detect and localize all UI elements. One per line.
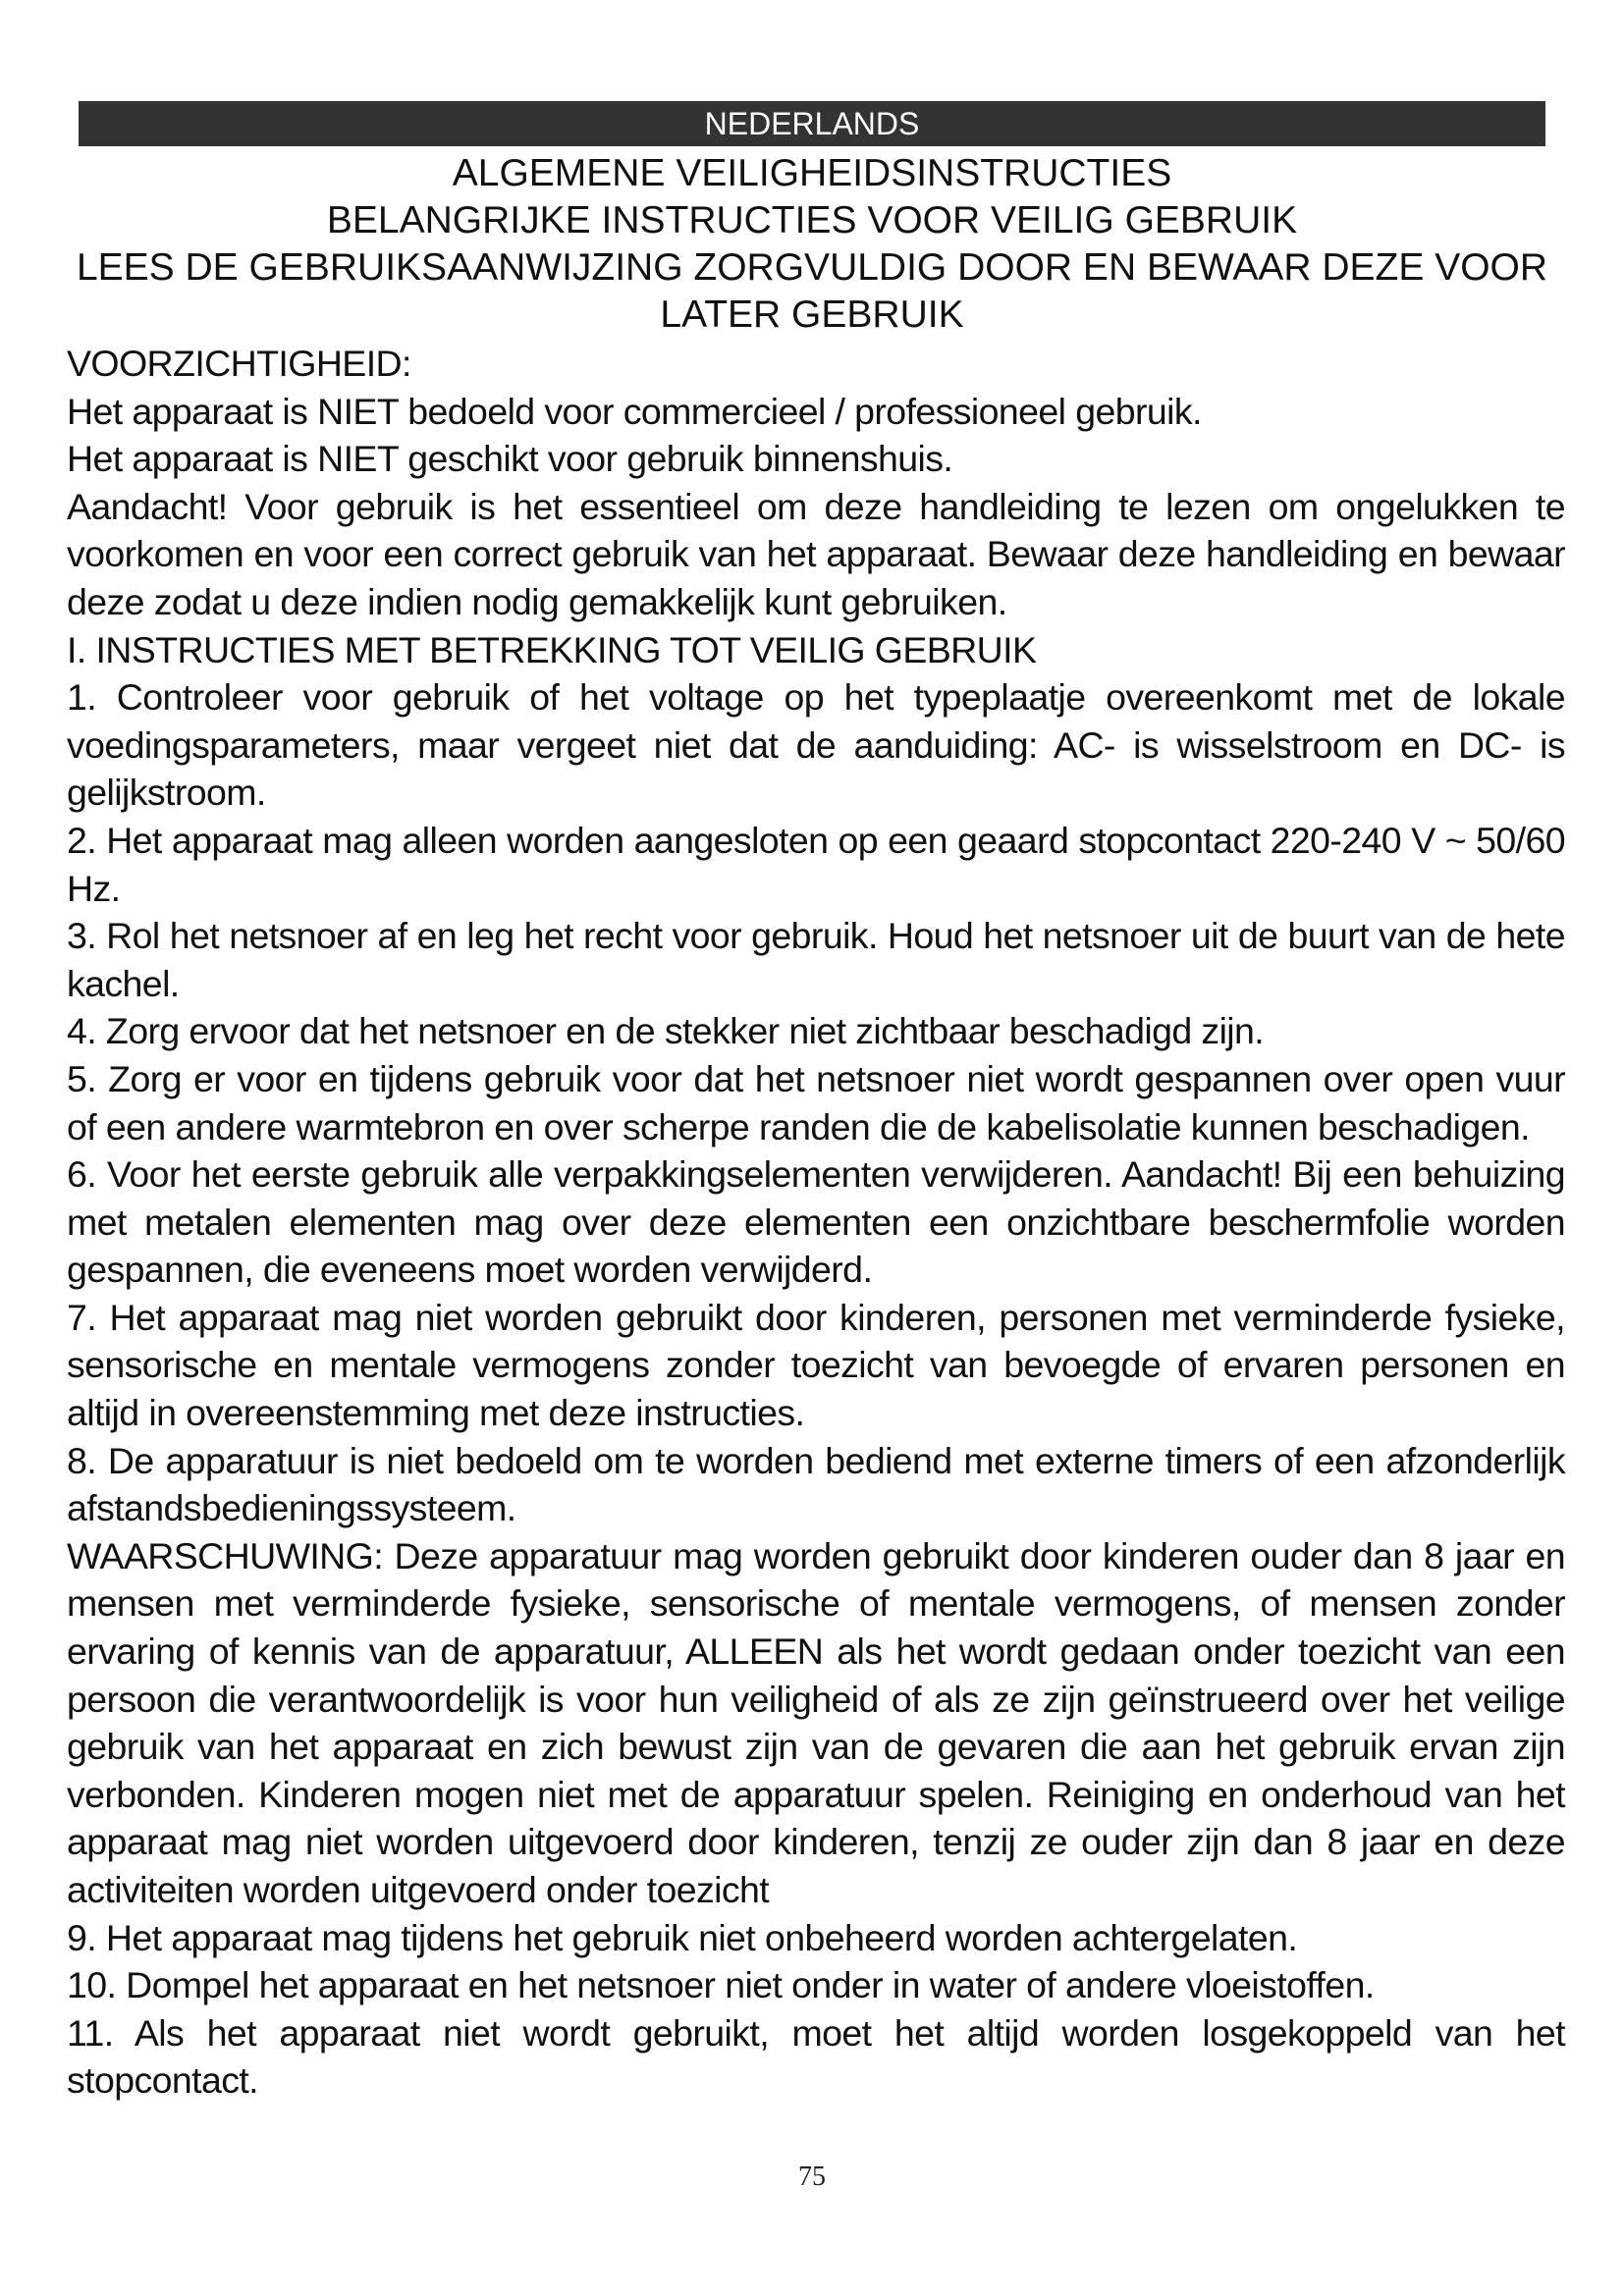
- instruction-item-1: 1. Controleer voor gebruik of het voltage op het typeplaatje overeenkomt met de lokale voedingsparameters, maar vergeet niet dat de aanduiding: AC- is wisselstroom en DC- is gelijkstroom.: [67, 676, 1565, 814]
- title-general-safety: ALGEMENE VEILIGHEIDSINSTRUCTIES: [452, 152, 1172, 194]
- instruction-item-5: 5. Zorg er voor en tijdens gebruik voor dat het netsnoer niet wordt gespannen over open vuur of een andere warmtebron en over scherpe randen die de kabelisolatie kunnen beschadigen.: [67, 1057, 1565, 1148]
- instruction-item-6: 6. Voor het eerste gebruik alle verpakkingselementen verwijderen. Aandacht! Bij een behuizing met metalen elementen mag over deze elementen een onzichtbare beschermfolie worden gespannen, die eveneens moet worden verwijderd.: [67, 1153, 1565, 1291]
- section-heading: I. INSTRUCTIES MET BETREKKING TOT VEILIG GEBRUIK: [67, 628, 1037, 670]
- instruction-item-8: 8. De apparatuur is niet bedoeld om te worden bediend met externe timers of een afzonderlijk afstandsbedieningssysteem.: [67, 1439, 1565, 1529]
- title-later-use: LATER GEBRUIK: [660, 294, 964, 336]
- instruction-item-4: 4. Zorg ervoor dat het netsnoer en de stekker niet zichtbaar beschadigd zijn.: [67, 1010, 1265, 1052]
- title-block: [59, 150, 1565, 339]
- warning-paragraph: WAARSCHUWING: Deze apparatuur mag worden gebruikt door kinderen ouder dan 8 jaar en mensen met verminderde fysieke, sensorische of mentale vermogens, of mensen zonder ervaring of kennis van de apparatuur, ALLEEN als het wordt gedaan onder toezicht van een persoon die verantwoordelijk is voor hun veiligheid of als ze zijn geïnstrueerd over het veilige gebruik van het apparaat en zich bewust zijn van de gevaren die aan het gebruik ervan zijn verbonden. Kinderen mogen niet met de apparatuur spelen. Reiniging en onderhoud van het apparaat mag niet worden uitgevoerd door kinderen, tenzij ze ouder zijn dan 8 jaar en deze activiteiten worden uitgevoerd onder toezicht: [67, 1534, 1565, 1910]
- title-read-manual: LEES DE GEBRUIKSAANWIJZING ZORGVULDIG DOOR EN BEWAAR DEZE VOOR: [76, 246, 1548, 289]
- instruction-item-3: 3. Rol het netsnoer af en leg het recht voor gebruik. Houd het netsnoer uit de buurt van de hete kachel.: [67, 915, 1565, 1004]
- instruction-item-7: 7. Het apparaat mag niet worden gebruikt door kinderen, personen met verminderde fysieke, sensorische en mentale vermogens zonder toezicht van bevoegde of ervaren personen en altijd in overeenstemming met deze instructies.: [67, 1296, 1565, 1434]
- body-text: [67, 340, 1565, 2105]
- title-important-instructions: BELANGRIJKE INSTRUCTIES VOOR VEILIG GEBRUIK: [326, 199, 1298, 241]
- instruction-item-11: 11. Als het apparaat niet wordt gebruikt, moet het altijd worden losgekoppeld van het stopcontact.: [67, 2011, 1565, 2102]
- caution-heading: VOORZICHTIGHEID:: [67, 343, 411, 384]
- page-number: 75: [798, 2162, 826, 2192]
- caution-attention-paragraph: Aandacht! Voor gebruik is het essentieel om deze handleiding te lezen om ongelukken te voorkomen en voor een correct gebruik van het apparaat. Bewaar deze handleiding en bewaar deze zodat u deze indien nodig gemakkelijk kunt gebruiken.: [67, 485, 1565, 622]
- instruction-item-10: 10. Dompel het apparaat en het netsnoer niet onder in water of andere vloeistoffen.: [67, 1964, 1375, 2006]
- instruction-item-2: 2. Het apparaat mag alleen worden aangesloten op een geaard stopcontact 220-240 V ~ 50/60 Hz.: [67, 819, 1565, 909]
- language-header-bar: NEDERLANDS: [79, 101, 1545, 146]
- instruction-item-9: 9. Het apparaat mag tijdens het gebruik niet onbeheerd worden achtergelaten.: [67, 1916, 1298, 1958]
- caution-line-indoor: Het apparaat is NIET geschikt voor gebruik binnenshuis.: [67, 438, 953, 480]
- caution-line-commercial: Het apparaat is NIET bedoeld voor commercieel / professioneel gebruik.: [67, 390, 1202, 432]
